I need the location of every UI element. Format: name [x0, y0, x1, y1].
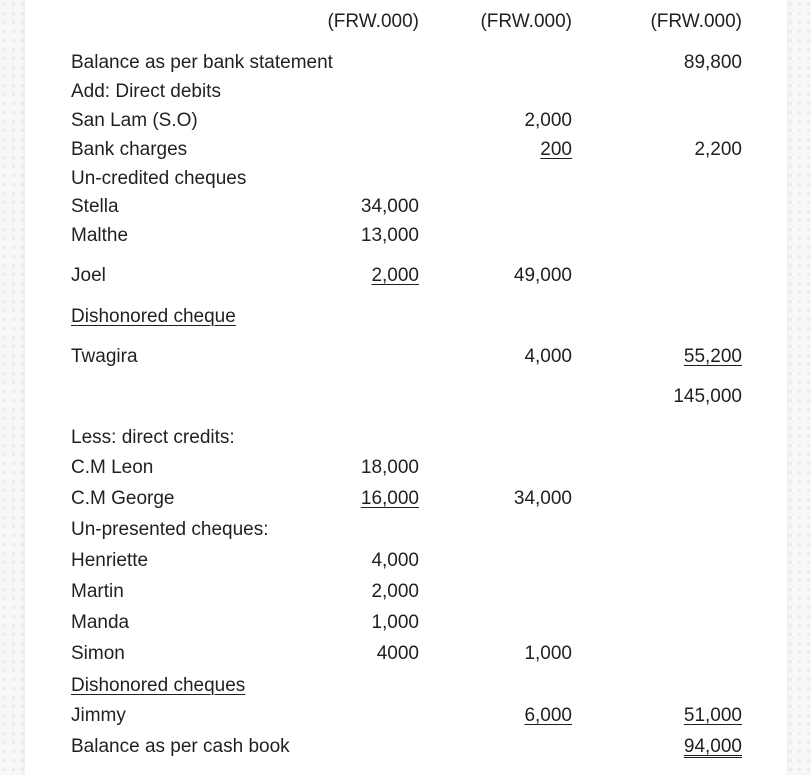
row-amount-col1: 18,000 [360, 457, 419, 478]
final-balance: 94,000 [683, 736, 742, 757]
row-label: Martin [71, 581, 124, 602]
row-amount-col2: 1,000 [524, 643, 572, 664]
row-amount-col1: 2,000 [371, 581, 419, 602]
row-label: Henriette [71, 550, 149, 571]
row-amount-col3-subtotal: 51,000 [683, 705, 742, 726]
row-amount-col2: 49,000 [513, 265, 572, 286]
row-label: Jimmy [71, 705, 126, 726]
row-amount-col1: 13,000 [360, 225, 419, 246]
row-amount-col2-subtotal: 6,000 [524, 705, 572, 726]
row-amount-col2: 2,000 [524, 110, 572, 131]
section-heading: Less: direct credits: [71, 427, 235, 448]
row-label: Balance as per cash book [71, 736, 290, 757]
row-amount-col1-subtotal: 2,000 [371, 265, 419, 286]
section-heading: Add: Direct debits [71, 81, 221, 102]
row-label: Simon [71, 643, 125, 664]
row-amount-col2-subtotal: 200 [540, 139, 572, 160]
decorative-dot-pattern-right [786, 0, 811, 775]
row-label: Twagira [71, 346, 138, 367]
row-label: Joel [71, 265, 106, 286]
column-header-1: (FRW.000) [327, 11, 419, 32]
section-heading-underlined: Dishonored cheques [71, 675, 246, 696]
row-label: San Lam (S.O) [71, 110, 198, 131]
row-amount-col1-subtotal: 16,000 [360, 488, 419, 509]
section-heading: Un-presented cheques: [71, 519, 269, 540]
section-heading: Un-credited cheques [71, 168, 247, 189]
row-label: C.M Leon [71, 457, 154, 478]
row-amount-col2: 34,000 [513, 488, 572, 509]
row-label: Balance as per bank statement [71, 52, 333, 73]
row-amount-col3: 2,200 [694, 139, 742, 160]
row-amount-col3: 89,800 [683, 52, 742, 73]
decorative-dot-pattern-left [0, 0, 25, 775]
row-amount-col3-subtotal: 55,200 [683, 346, 742, 367]
row-amount-col1: 4,000 [371, 550, 419, 571]
row-label: Malthe [71, 225, 129, 246]
column-header-2: (FRW.000) [480, 11, 572, 32]
row-label: Stella [71, 196, 119, 217]
row-amount-col3-total: 145,000 [673, 386, 742, 407]
column-header-3: (FRW.000) [650, 11, 742, 32]
row-label: Manda [71, 612, 130, 633]
row-label: Bank charges [71, 139, 188, 160]
row-label: C.M George [71, 488, 175, 509]
row-amount-col1: 4000 [376, 643, 419, 664]
row-amount-col1: 34,000 [360, 196, 419, 217]
row-amount-col1: 1,000 [371, 612, 419, 633]
bank-reconciliation-statement [25, 0, 787, 775]
section-heading-underlined: Dishonored cheque [71, 306, 236, 327]
row-amount-col2: 4,000 [524, 346, 572, 367]
